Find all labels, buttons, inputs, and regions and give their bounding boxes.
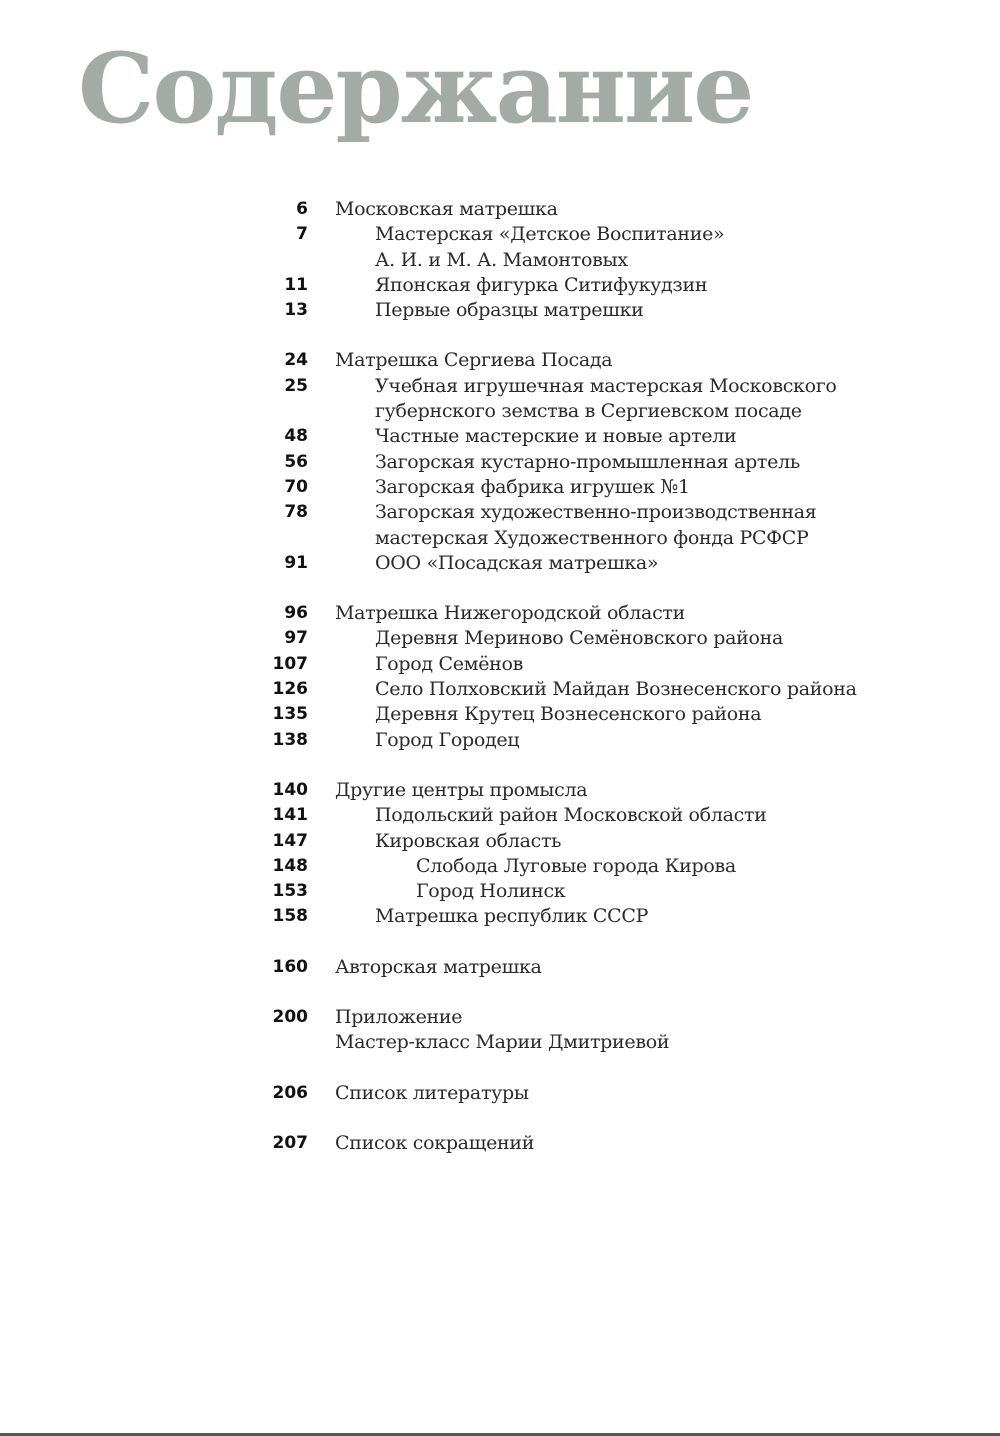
toc-entry[interactable] xyxy=(0,601,1000,626)
toc-entry[interactable] xyxy=(0,273,1000,298)
toc-section xyxy=(0,1081,1000,1106)
toc-entry[interactable] xyxy=(0,450,1000,475)
toc-entry-title: губернского земства в Сергиевском посаде xyxy=(375,400,802,423)
toc-page-number: 147 xyxy=(272,830,308,851)
toc-entry-title: Авторская матрешка xyxy=(335,955,542,978)
toc-entry[interactable] xyxy=(0,1131,1000,1156)
toc-entry-title: Московская матрешка xyxy=(335,198,558,220)
toc-entry-title: мастерская Художественного фонда РСФСР xyxy=(375,526,809,549)
toc-entry-title: А. И. и М. А. Мамонтовых xyxy=(375,248,628,271)
toc-entry[interactable] xyxy=(0,854,1000,879)
toc-entry[interactable] xyxy=(0,829,1000,854)
toc-entry-title: ООО «Посадская матрешка» xyxy=(375,551,659,574)
toc-page-number: 70 xyxy=(284,476,308,497)
toc-page-number: 78 xyxy=(284,502,308,523)
toc-entry[interactable] xyxy=(0,298,1000,323)
toc-entry-title: Мастерская «Детское Воспитание» xyxy=(375,223,725,246)
toc-entry-title: Матрешка Нижегородской области xyxy=(335,602,686,625)
toc-entry[interactable] xyxy=(0,904,1000,929)
page-title: Содержание xyxy=(78,32,753,145)
toc-entry-continuation[interactable] xyxy=(0,399,1000,424)
toc-entry-title: Загорская кустарно-промышленная артель xyxy=(375,450,800,473)
toc-page-number: 158 xyxy=(272,906,308,927)
toc-page-number: 24 xyxy=(284,350,308,371)
toc-entry-title: Частные мастерские и новые артели xyxy=(375,425,737,448)
toc-entry[interactable] xyxy=(0,879,1000,904)
toc-entry[interactable] xyxy=(0,955,1000,980)
toc-page-number: 141 xyxy=(272,805,308,826)
toc-page-number: 6 xyxy=(296,199,308,219)
toc-section xyxy=(0,1005,1000,1056)
toc-page-number: 25 xyxy=(284,375,308,396)
toc-entry[interactable] xyxy=(0,424,1000,449)
toc-page-number: 148 xyxy=(272,855,308,876)
toc-section xyxy=(0,348,1000,576)
toc-entry-title: Другие центры промысла xyxy=(335,778,588,801)
toc-entry[interactable] xyxy=(0,677,1000,702)
toc-entry[interactable] xyxy=(0,348,1000,373)
toc-entry-title: Деревня Мериново Семёновского района xyxy=(375,627,784,650)
toc-entry[interactable] xyxy=(0,1081,1000,1106)
toc-entry[interactable] xyxy=(0,374,1000,399)
toc-entry[interactable] xyxy=(0,626,1000,651)
toc-entry-title: Село Полховский Майдан Вознесенского района xyxy=(375,678,857,701)
toc-entry[interactable] xyxy=(0,702,1000,727)
toc-page-number: 56 xyxy=(284,451,308,472)
toc-entry-continuation[interactable] xyxy=(0,248,1000,273)
toc-page-number: 153 xyxy=(272,881,308,902)
toc-entry-title: Мастер-класс Марии Дмитриевой xyxy=(335,1031,670,1054)
toc-page-number: 206 xyxy=(272,1082,308,1103)
toc-page-number: 48 xyxy=(284,426,308,447)
toc-page-number: 135 xyxy=(272,704,308,725)
toc-page-number: 140 xyxy=(272,779,308,800)
toc-entry-title: Японская фигурка Ситифукудзин xyxy=(375,273,708,296)
toc-entry-title: Подольский район Московской области xyxy=(375,804,767,827)
toc-entry-title: Матрешка республик СССР xyxy=(375,905,649,928)
toc-section xyxy=(0,1131,1000,1156)
toc-entry-title: Первые образцы матрешки xyxy=(375,299,644,322)
toc-entry-title: Список литературы xyxy=(335,1081,529,1104)
toc-page-number: 13 xyxy=(284,300,308,321)
toc-section xyxy=(0,197,1000,323)
toc-page-number: 160 xyxy=(272,956,308,977)
toc-section xyxy=(0,955,1000,980)
toc-entry[interactable] xyxy=(0,803,1000,828)
toc-entry-title: Загорская фабрика игрушек №1 xyxy=(375,475,690,498)
toc-page-number: 126 xyxy=(272,679,308,700)
toc-entry-title: Матрешка Сергиева Посада xyxy=(335,349,613,372)
toc-entry-title: Кировская область xyxy=(375,829,562,852)
toc-entry[interactable] xyxy=(0,652,1000,677)
toc-entry[interactable] xyxy=(0,1005,1000,1030)
toc-entry-title: Список сокращений xyxy=(335,1131,535,1154)
toc-entry-title: Загорская художественно-производственная xyxy=(375,501,817,524)
toc-page-number: 207 xyxy=(272,1132,308,1153)
toc-entry-continuation[interactable] xyxy=(0,526,1000,551)
toc-entry[interactable] xyxy=(0,500,1000,525)
toc-entry[interactable] xyxy=(0,222,1000,247)
toc-page-number: 200 xyxy=(272,1007,308,1028)
toc-page-number: 7 xyxy=(296,224,308,245)
toc-page-number: 97 xyxy=(284,628,308,649)
toc-page-number: 11 xyxy=(284,274,308,295)
toc-entry-title: Город Семёнов xyxy=(375,652,524,675)
toc-section xyxy=(0,778,1000,930)
toc-page-number: 138 xyxy=(272,729,308,750)
toc-page-number: 96 xyxy=(284,603,308,624)
toc-page-number: 107 xyxy=(272,653,308,674)
toc-entry-title: Город Нолинск xyxy=(416,880,566,903)
toc-entry-title: Приложение xyxy=(335,1006,463,1029)
toc-entry-title: Город Городец xyxy=(375,728,520,751)
toc-page-number: 91 xyxy=(284,552,308,573)
table-of-contents xyxy=(0,197,1000,1181)
toc-entry-title: Учебная игрушечная мастерская Московского xyxy=(375,374,837,397)
toc-entry-continuation[interactable] xyxy=(0,1030,1000,1055)
toc-entry[interactable] xyxy=(0,778,1000,803)
toc-entry-title: Деревня Крутец Вознесенского района xyxy=(375,703,762,726)
toc-entry[interactable] xyxy=(0,475,1000,500)
toc-entry[interactable] xyxy=(0,197,1000,222)
toc-entry[interactable] xyxy=(0,728,1000,753)
toc-section xyxy=(0,601,1000,753)
toc-entry[interactable] xyxy=(0,551,1000,576)
toc-entry-title: Слобода Луговые города Кирова xyxy=(416,854,736,877)
